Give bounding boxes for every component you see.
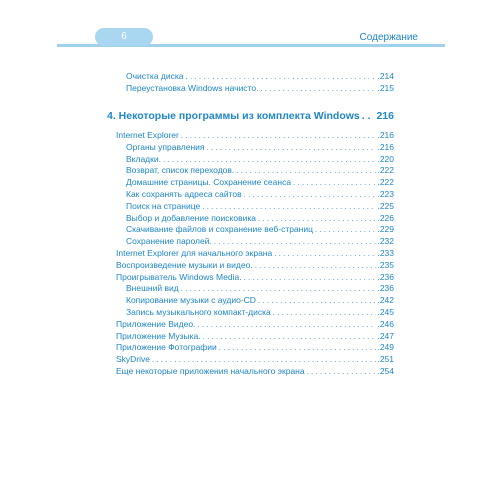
toc-entry-page: .216: [377, 130, 394, 140]
toc-entry[interactable]: [126, 223, 394, 235]
toc-entry-page: .235: [377, 259, 394, 270]
toc-entry-title: Выбор и добавление поисковика: [126, 212, 256, 223]
toc-entry[interactable]: [126, 141, 394, 153]
toc-entry-page: .254: [377, 366, 394, 376]
toc-entry[interactable]: [116, 129, 394, 141]
toc-entry-title: Запись музыкального компакт-диска: [126, 307, 271, 317]
toc-entry[interactable]: [116, 341, 394, 353]
toc-entry-page: .236: [377, 271, 394, 282]
toc-entry-page: .223: [377, 189, 394, 199]
toc-entry-title: Как сохранять адреса сайтов: [126, 189, 242, 199]
toc-entry[interactable]: [126, 212, 394, 224]
toc-entry[interactable]: [126, 82, 394, 94]
toc-entry[interactable]: [126, 70, 394, 82]
toc-leader-dots: [307, 366, 377, 378]
toc-entry[interactable]: [116, 353, 394, 365]
toc-entry[interactable]: [126, 306, 394, 318]
toc-entry-title: Воспроизведение музыки и видео.: [116, 259, 253, 270]
toc-entry-page: .222: [377, 177, 394, 188]
toc-entry-page: .232: [377, 236, 394, 247]
toc-entry-page: .233: [377, 248, 394, 258]
toc-entry-page: .225: [377, 200, 394, 211]
toc-entry[interactable]: [126, 164, 394, 176]
page-number: 6: [121, 31, 127, 42]
toc-entry-title: Внешний вид: [126, 283, 179, 294]
toc-entry[interactable]: [116, 318, 394, 330]
toc-entry[interactable]: [116, 247, 394, 259]
toc-entry-title: Домашние страницы. Сохранение сеанса: [126, 177, 292, 188]
toc-entry-title: Возврат, список переходов.: [126, 165, 235, 176]
toc-leader-dots: [260, 83, 376, 95]
toc-entry-title: Internet Explorer для начального экрана: [116, 248, 273, 258]
toc-entry-title: Сохранение паролей.: [126, 236, 212, 247]
section-title: Содержание: [359, 32, 418, 43]
toc-entry-title: Вкладки.: [126, 153, 161, 164]
toc-entry-title: Приложение Фотографии: [116, 342, 217, 353]
toc-entry-title: SkyDrive: [116, 354, 151, 365]
toc-entry[interactable]: [126, 235, 394, 247]
toc-entry-page: .214: [377, 71, 394, 81]
toc-entry-page: .245: [377, 307, 394, 317]
toc-entry-page: .222: [377, 165, 394, 176]
toc-entry-title: Очистка диска: [126, 71, 184, 81]
toc-entry[interactable]: [126, 294, 394, 306]
toc-entry-page: .251: [377, 354, 394, 365]
toc-entry-page: .215: [377, 83, 394, 93]
chapter-heading[interactable]: [107, 110, 394, 124]
toc-entry-page: .220: [377, 153, 394, 164]
toc-leader-dots: [362, 110, 375, 122]
toc-entry-page: .216: [377, 141, 394, 152]
toc-entry-title: Приложение Музыка.: [116, 330, 201, 341]
toc-entry[interactable]: [116, 271, 394, 283]
chapter-title: 4. Некоторые программы из комплекта Windows: [107, 110, 360, 122]
toc-entry[interactable]: [126, 200, 394, 212]
toc-entry[interactable]: [126, 153, 394, 165]
toc-entry-title: Скачивание файлов и сохранение веб-страниц: [126, 224, 313, 235]
toc-entry-title: Переустановка Windows начисто.: [126, 83, 259, 93]
toc-entry-page: .246: [377, 318, 394, 329]
toc-entry[interactable]: [126, 282, 394, 294]
toc-entry-title: Еще некоторые приложения начального экрана: [116, 366, 305, 376]
toc-entry-title: Копирование музыки с аудио-CD: [126, 295, 256, 306]
toc-entry-page: .247: [377, 330, 394, 341]
toc-entry-title: Органы управления: [126, 141, 205, 152]
toc-entry[interactable]: [116, 365, 394, 377]
toc-entry[interactable]: [126, 176, 394, 188]
toc-entry-title: Поиск на странице: [126, 200, 201, 211]
toc-entry-page: .236: [377, 283, 394, 294]
toc-entry-page: .226: [377, 212, 394, 223]
toc-entry[interactable]: [126, 188, 394, 200]
toc-entry-page: .249: [377, 342, 394, 353]
toc-entry-title: Проигрыватель Windows Media.: [116, 271, 242, 282]
toc-entry-page: .229: [377, 224, 394, 235]
toc-entry-title: Приложение Видео.: [116, 318, 196, 329]
toc-entry[interactable]: [116, 259, 394, 271]
toc-entry-page: .242: [377, 295, 394, 306]
chapter-page: 216: [376, 110, 394, 122]
toc-entry-title: Internet Explorer: [116, 130, 179, 140]
toc-entry[interactable]: [116, 330, 394, 342]
